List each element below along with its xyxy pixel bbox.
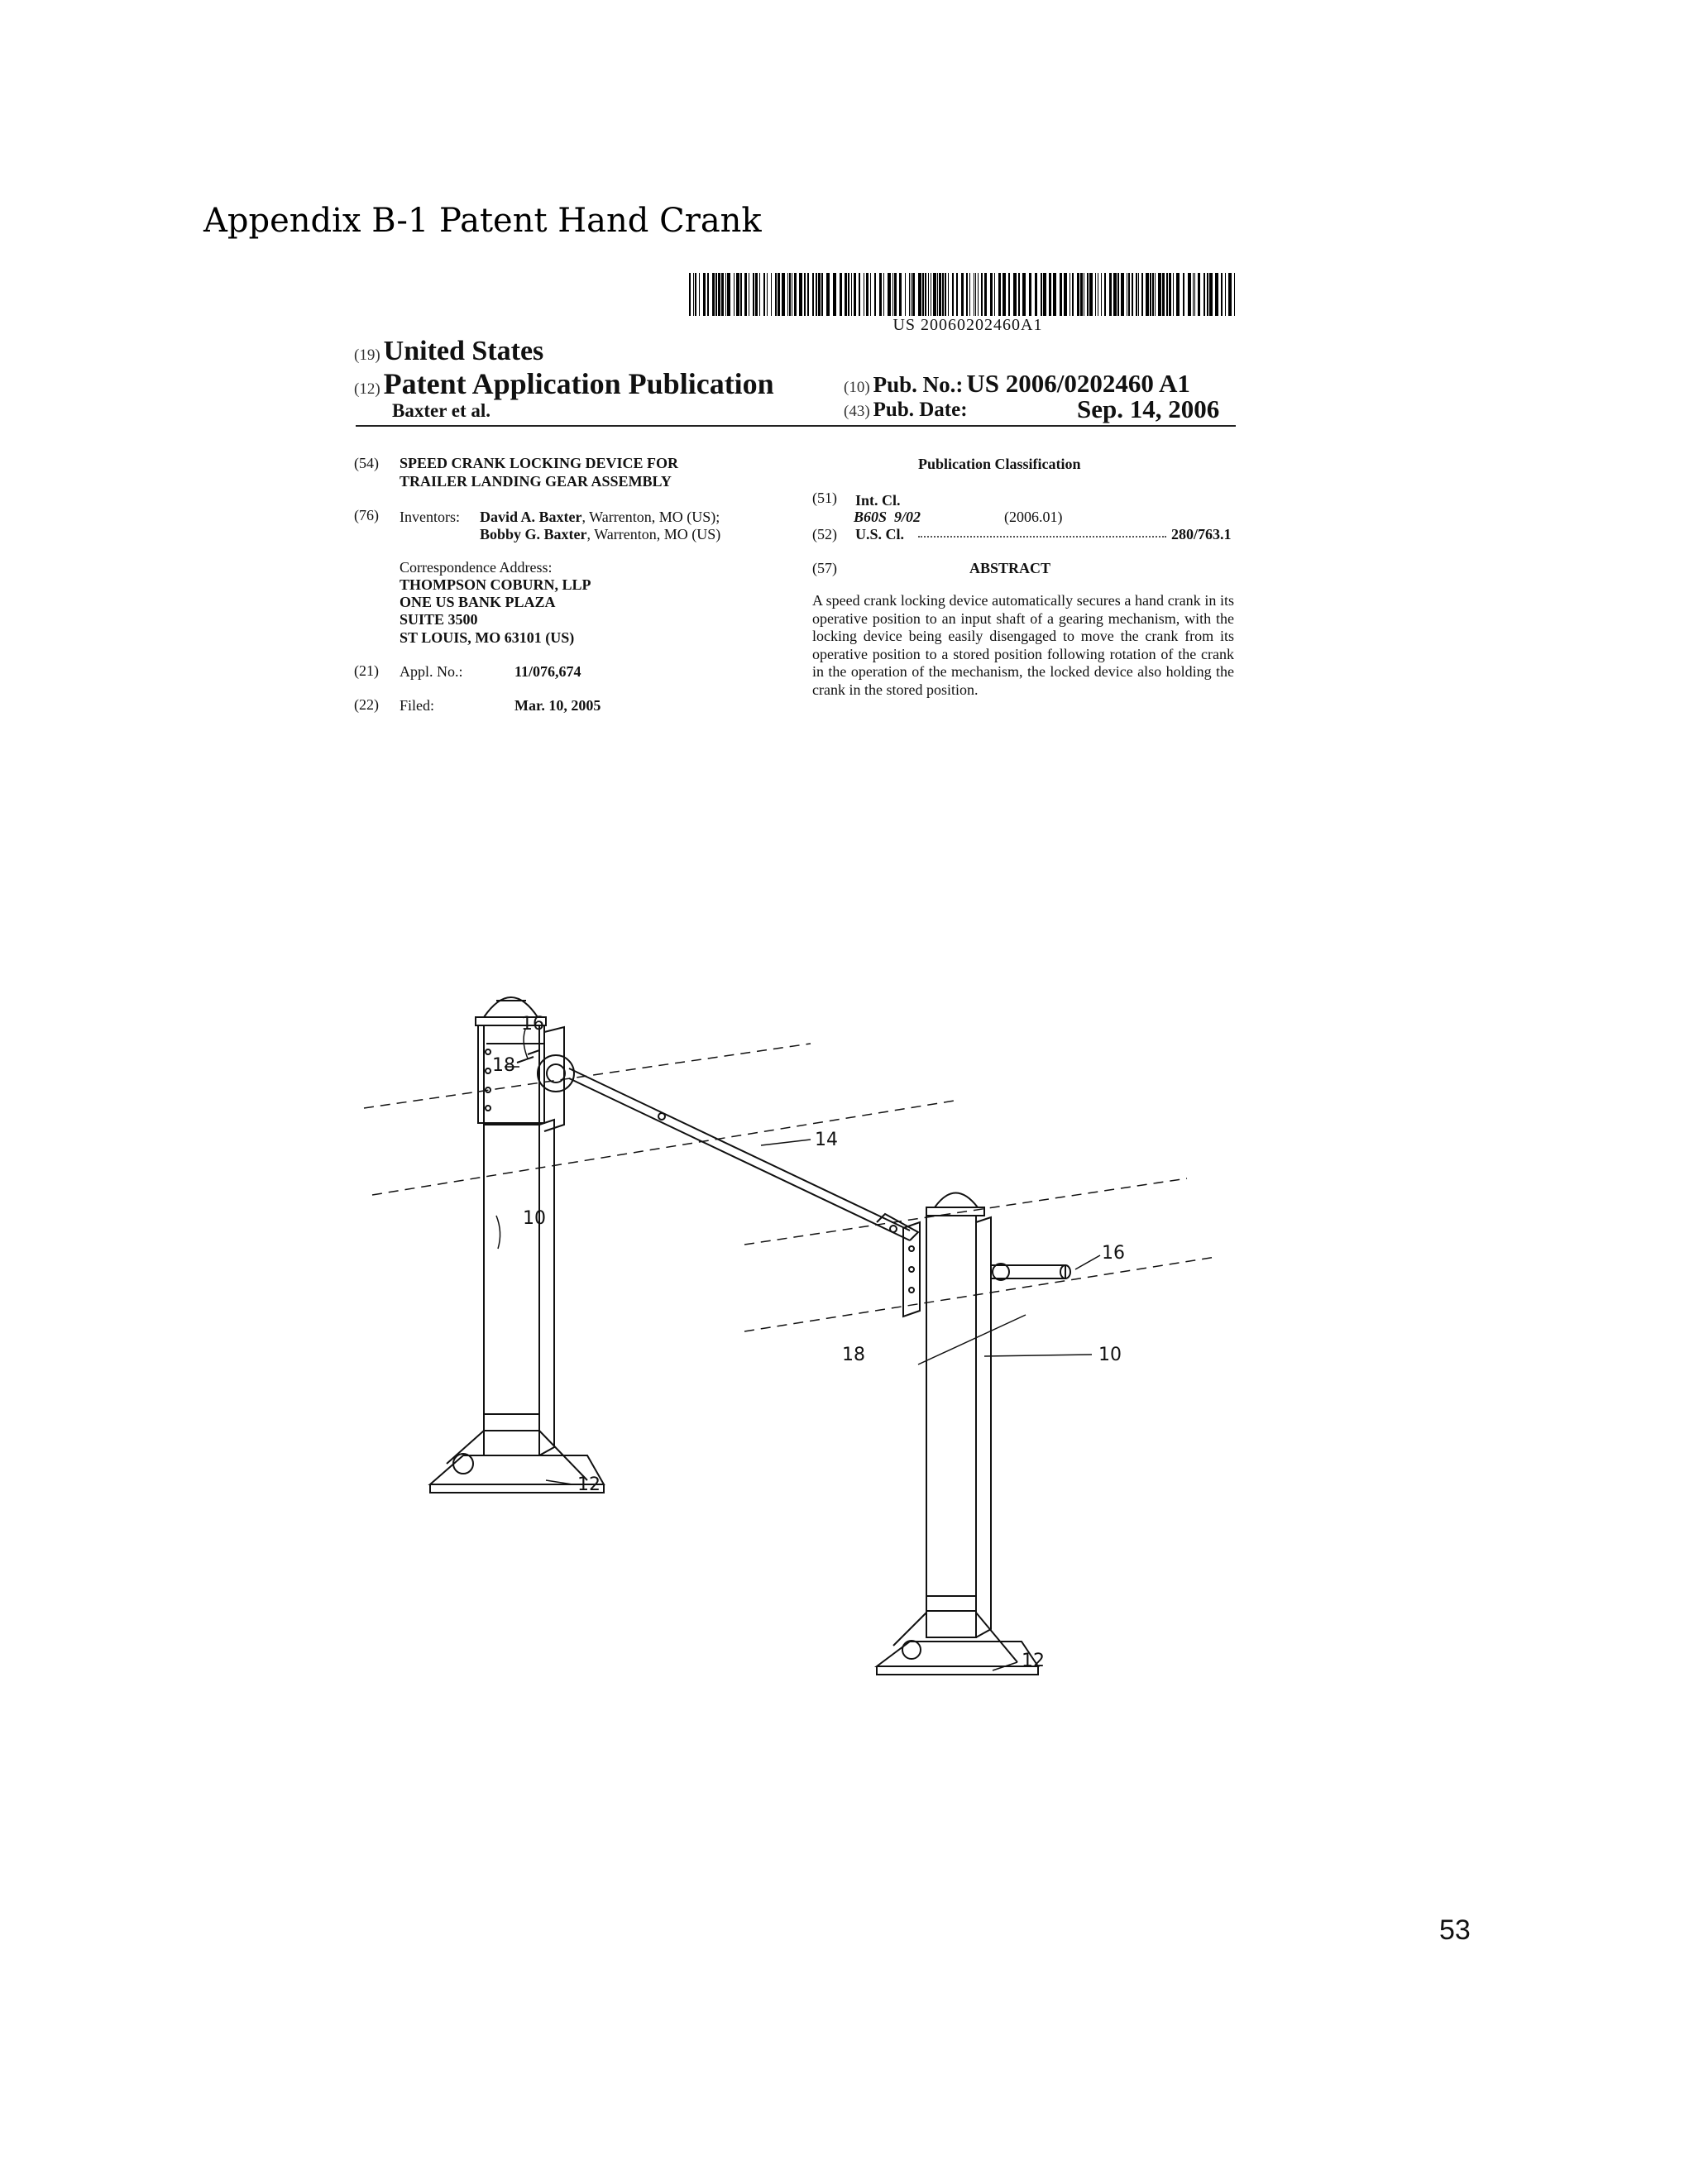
barcode-bar — [1104, 273, 1106, 316]
title-line-1: SPEED CRANK LOCKING DEVICE FOR — [400, 455, 679, 471]
barcode-bar — [775, 273, 777, 316]
barcode-bar — [879, 273, 882, 316]
pub-no-label: Pub. No.: — [873, 372, 964, 397]
page-number: 53 — [1439, 1914, 1471, 1946]
barcode-bar — [1176, 273, 1180, 316]
barcode-bar — [1234, 273, 1235, 316]
intcl-value: B60S 9/02 — [854, 509, 921, 525]
barcode-bar — [984, 273, 987, 316]
barcode-bar — [1035, 273, 1037, 316]
barcode-number: US 20060202460A1 — [892, 316, 1043, 334]
filed-label: Filed: — [400, 697, 435, 714]
right-crank-pin — [991, 1265, 1065, 1278]
barcode-bar — [689, 273, 691, 316]
barcode-bar — [1003, 273, 1006, 316]
barcode-bar — [1225, 273, 1226, 316]
barcode-bar — [1121, 273, 1124, 316]
classification-heading: Publication Classification — [918, 456, 1081, 472]
ref-label-foot-right: 12 — [1022, 1651, 1045, 1671]
barcode-bar — [922, 273, 924, 316]
barcode-bar — [905, 273, 906, 316]
barcode-bar — [978, 273, 979, 316]
barcode-bar — [854, 273, 856, 316]
barcode-bar — [699, 273, 700, 316]
barcode-bar — [998, 273, 1001, 316]
barcode-bar — [740, 273, 742, 316]
intcl-label: Int. Cl. — [855, 492, 901, 509]
authors: Baxter et al. — [392, 400, 491, 421]
barcode-bar — [840, 273, 842, 316]
barcode-bar — [1080, 273, 1083, 316]
barcode-bar — [1221, 273, 1223, 316]
barcode-bar — [1101, 273, 1102, 316]
patent-drawing — [347, 736, 1241, 1671]
barcode-bar — [782, 273, 785, 316]
barcode-bar — [937, 273, 938, 316]
barcode-bar — [804, 273, 806, 316]
barcode-bar — [981, 273, 983, 316]
barcode-bar — [1146, 273, 1149, 316]
barcode-bar — [744, 273, 747, 316]
inventor-1-location: , Warrenton, MO (US); — [581, 509, 720, 525]
barcode-bar — [707, 273, 709, 316]
barcode-bar — [1018, 273, 1020, 316]
abstract-code: (57) — [812, 560, 837, 576]
barcode-bar — [848, 273, 849, 316]
patent-document-image — [347, 273, 1241, 1671]
abstract-heading: ABSTRACT — [969, 560, 1051, 576]
left-leg-tube — [484, 1025, 539, 1455]
barcode-bar — [1113, 273, 1117, 316]
barcode-bar — [1228, 273, 1232, 316]
pub-date-line — [844, 399, 968, 422]
inventors-code: (76) — [354, 507, 379, 523]
ref-label-leg-right: 10 — [1098, 1345, 1122, 1365]
intcl-code: (51) — [812, 490, 837, 506]
barcode-bar — [925, 273, 926, 316]
barcode-bar — [778, 273, 780, 316]
header-rule — [356, 425, 1236, 427]
right-jack — [877, 1193, 1070, 1675]
barcode-bar — [818, 273, 821, 316]
barcode-bar — [1152, 273, 1154, 316]
ref-label-lock-right: 18 — [842, 1345, 865, 1365]
barcode-bar — [912, 273, 915, 316]
barcode-bar — [1215, 273, 1218, 316]
appendix-heading: Appendix B-1 Patent Hand Crank — [203, 202, 762, 240]
pub-no: US 2006/0202460 A1 — [966, 369, 1190, 398]
barcode-bar — [859, 273, 860, 316]
dashed-line — [744, 1178, 1187, 1245]
barcode-bar — [1209, 273, 1213, 316]
barcode-bar — [755, 273, 758, 316]
filed-date: Mar. 10, 2005 — [514, 697, 601, 714]
barcode-bar — [1109, 273, 1112, 316]
barcode-bar — [956, 273, 958, 316]
right-foot-pad — [877, 1642, 1038, 1666]
appl-number: 11/076,674 — [514, 663, 581, 680]
appl-label: Appl. No.: — [400, 663, 463, 680]
barcode-bar — [1207, 273, 1208, 316]
barcode-bar — [1138, 273, 1139, 316]
barcode-bar — [715, 273, 717, 316]
publication-type-line — [354, 366, 774, 401]
barcode-bar — [1043, 273, 1046, 316]
barcode-bar — [1077, 273, 1079, 316]
left-crank-pin — [528, 1050, 539, 1063]
barcode-bar — [1128, 273, 1130, 316]
barcode-bar — [1064, 273, 1067, 316]
barcode-bar — [933, 273, 936, 316]
inventor-2 — [480, 526, 720, 543]
barcode-bar — [1022, 273, 1026, 316]
barcode-bar — [833, 273, 836, 316]
barcode-bar — [928, 273, 929, 316]
barcode-bar — [1204, 273, 1205, 316]
barcode-bar — [1095, 273, 1096, 316]
barcode-bar — [736, 273, 739, 316]
intcl-year: (2006.01) — [1004, 509, 1063, 525]
uscl-leader-dots — [918, 536, 1166, 538]
barcode-bar — [734, 273, 735, 316]
left-jack — [430, 997, 604, 1493]
barcode-bar — [945, 273, 946, 316]
barcode-bar — [874, 273, 876, 316]
barcode-bar — [1198, 273, 1200, 316]
barcode-bar — [894, 273, 897, 316]
barcode — [689, 273, 1235, 316]
barcode-bar — [812, 273, 814, 316]
barcode-bar — [821, 273, 823, 316]
uscl-label: U.S. Cl. — [855, 526, 905, 542]
barcode-bar — [911, 273, 912, 316]
barcode-bar — [787, 273, 788, 316]
right-leg-tube — [926, 1216, 976, 1637]
barcode-bar — [1194, 273, 1195, 316]
barcode-bar — [1132, 273, 1133, 316]
filed-code: (22) — [354, 696, 379, 713]
barcode-bar — [1117, 273, 1119, 316]
correspondence-line-1: THOMPSON COBURN, LLP — [400, 576, 591, 593]
barcode-bar — [816, 273, 817, 316]
barcode-bar — [952, 273, 954, 316]
abstract-text: A speed crank locking device automatically secures a hand crank in its operative position to an input shaft of a gearing mechanism, with the locking device being easily disengaged to move the crank from its operative position to a stored position following rotation of the crank in the operation of the mechanism, the locked device also holding the crank in the stored position. — [812, 592, 1234, 698]
barcode-bar — [975, 273, 976, 316]
barcode-bar — [1183, 273, 1184, 316]
barcode-bar — [807, 273, 809, 316]
barcode-bar — [948, 273, 949, 316]
barcode-bar — [1136, 273, 1137, 316]
barcode-bar — [1041, 273, 1042, 316]
country-code: (19) — [354, 346, 380, 364]
barcode-bar — [718, 273, 720, 316]
inventor-2-name: Bobby G. Baxter — [480, 526, 587, 542]
barcode-bar — [695, 273, 696, 316]
ref-label-shaft: 14 — [815, 1130, 838, 1150]
barcode-bar — [1166, 273, 1168, 316]
barcode-bar — [1029, 273, 1031, 316]
barcode-bar — [1089, 273, 1093, 316]
barcode-bar — [1072, 273, 1074, 316]
barcode-bar — [1162, 273, 1165, 316]
barcode-bar — [1169, 273, 1171, 316]
barcode-bar — [883, 273, 884, 316]
pub-date-label: Pub. Date: — [873, 399, 968, 421]
ref-label-leg-left: 10 — [523, 1208, 546, 1229]
pub-no-code: (10) — [844, 379, 870, 396]
barcode-bar — [870, 273, 871, 316]
correspondence-line-4: ST LOUIS, MO 63101 (US) — [400, 629, 575, 646]
barcode-bar — [767, 273, 768, 316]
publication-type-code: (12) — [354, 380, 380, 398]
barcode-bar — [1013, 273, 1017, 316]
barcode-bar — [845, 273, 847, 316]
barcode-bar — [703, 273, 706, 316]
ref-label-foot-left: 12 — [577, 1474, 601, 1495]
barcode-bar — [909, 273, 910, 316]
barcode-bar — [1049, 273, 1051, 316]
appl-code: (21) — [354, 662, 379, 679]
barcode-bar — [969, 273, 970, 316]
title-code: (54) — [354, 455, 379, 471]
pub-date: Sep. 14, 2006 — [1077, 394, 1220, 423]
barcode-bar — [942, 273, 944, 316]
barcode-bar — [966, 273, 968, 316]
left-gear-housing — [538, 1055, 574, 1092]
barcode-bar — [799, 273, 802, 316]
barcode-bar — [1008, 273, 1010, 316]
barcode-bar — [990, 273, 993, 316]
barcode-bar — [1193, 273, 1194, 316]
barcode-bar — [892, 273, 893, 316]
title-line-2: TRAILER LANDING GEAR ASSEMBLY — [400, 473, 672, 490]
barcode-bar — [725, 273, 726, 316]
barcode-bar — [771, 273, 772, 316]
barcode-bar — [1150, 273, 1151, 316]
barcode-bar — [1188, 273, 1191, 316]
barcode-bar — [1060, 273, 1062, 316]
barcode-bar — [851, 273, 852, 316]
barcode-bar — [712, 273, 715, 316]
correspondence-line-2: ONE US BANK PLAZA — [400, 594, 556, 610]
barcode-bar — [1087, 273, 1089, 316]
dashed-line — [744, 1257, 1216, 1331]
publication-type: Patent Application Publication — [383, 367, 774, 400]
inventor-2-location: , Warrenton, MO (US) — [586, 526, 721, 542]
barcode-bar — [826, 273, 830, 316]
uscl-value: 280/763.1 — [1171, 526, 1232, 542]
barcode-bar — [1053, 273, 1056, 316]
correspondence-label: Correspondence Address: — [400, 559, 553, 576]
barcode-bar — [789, 273, 791, 316]
barcode-bar — [866, 273, 869, 316]
barcode-bar — [693, 273, 694, 316]
barcode-bar — [753, 273, 754, 316]
country-line — [354, 336, 543, 367]
barcode-bar — [961, 273, 964, 316]
barcode-bar — [1141, 273, 1143, 316]
barcode-bar — [763, 273, 765, 316]
uscl-code: (52) — [812, 526, 837, 542]
inventor-1 — [480, 509, 720, 526]
barcode-bar — [899, 273, 902, 316]
inventors-label: Inventors: — [400, 509, 460, 525]
country-name: United States — [383, 336, 544, 366]
inventor-1-name: David A. Baxter — [480, 509, 582, 525]
barcode-bar — [888, 273, 891, 316]
right-mounting-plate — [903, 1222, 920, 1317]
barcode-bar — [794, 273, 797, 316]
barcode-bar — [1155, 273, 1156, 316]
ref-label-crank-right: 16 — [1102, 1243, 1125, 1264]
barcode-bar — [1173, 273, 1174, 316]
barcode-bar — [759, 273, 760, 316]
barcode-bar — [721, 273, 724, 316]
ref-label-crank-left: 16 — [521, 1014, 544, 1035]
ref-label-lock-left: 18 — [492, 1055, 515, 1076]
barcode-bar — [1158, 273, 1161, 316]
correspondence-line-3: SUITE 3500 — [400, 611, 478, 628]
right-top-dome — [935, 1193, 978, 1208]
pub-date-code: (43) — [844, 403, 870, 420]
dashed-guide-lines — [364, 1044, 1216, 1331]
barcode-bar — [918, 273, 921, 316]
barcode-bar — [727, 273, 730, 316]
barcode-bar — [994, 273, 995, 316]
barcode-bar — [939, 273, 941, 316]
dashed-line — [364, 1044, 811, 1108]
